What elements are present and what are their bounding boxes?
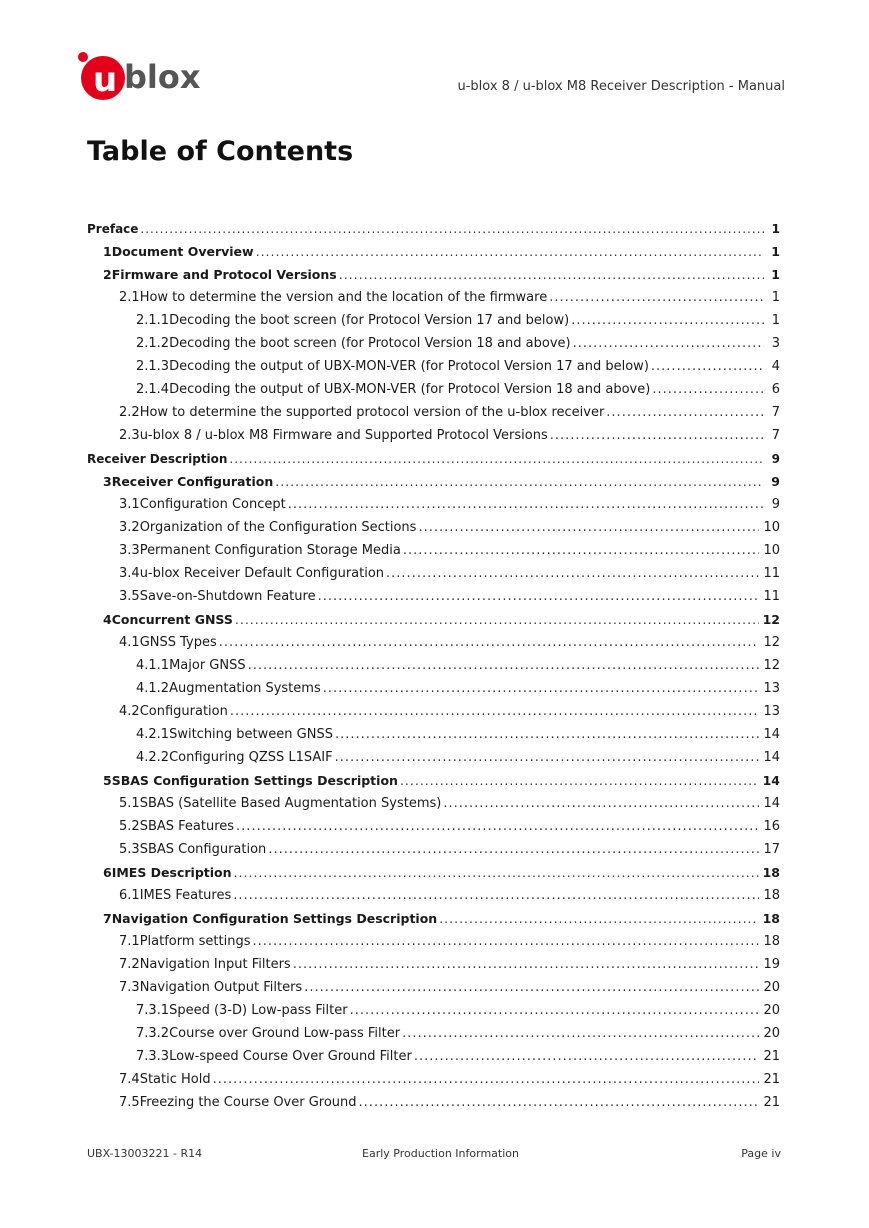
toc-dot-leader xyxy=(248,656,760,676)
toc-entry-number: 2.1 xyxy=(119,290,140,305)
toc-entry[interactable] xyxy=(87,886,781,909)
toc-entry[interactable] xyxy=(87,955,781,978)
toc-entry[interactable] xyxy=(87,541,781,564)
toc-dot-leader xyxy=(400,771,759,791)
toc-entry-page: 10 xyxy=(763,520,780,535)
toc-entry-number: 7.2 xyxy=(119,957,140,972)
toc-dot-leader xyxy=(403,541,760,561)
toc-entry[interactable] xyxy=(87,725,781,748)
toc-entry-title: Freezing the Course Over Ground xyxy=(139,1095,357,1110)
toc-entry-page: 19 xyxy=(763,957,780,972)
toc-entry-title: SBAS (Satellite Based Augmentation Systems) xyxy=(139,796,442,811)
toc-entry-number: 2.1.3 xyxy=(136,359,170,374)
toc-dot-leader xyxy=(288,495,764,515)
toc-entry-page: 21 xyxy=(763,1072,780,1087)
toc-entry[interactable] xyxy=(87,840,781,863)
toc-entry-number: 5.1 xyxy=(119,796,140,811)
toc-dot-leader xyxy=(439,909,758,929)
toc-dot-leader xyxy=(230,702,760,722)
toc-entry-title: Navigation Output Filters xyxy=(139,980,303,995)
toc-entry[interactable] xyxy=(87,449,781,472)
toc-entry-number: 7.3.3 xyxy=(136,1049,170,1064)
toc-entry-page: 13 xyxy=(763,704,780,719)
toc-entry[interactable] xyxy=(87,518,781,541)
toc-entry-page: 12 xyxy=(762,612,780,627)
toc-entry[interactable] xyxy=(87,564,781,587)
toc-entry-number: 5 xyxy=(103,773,112,788)
toc-dot-leader xyxy=(350,1001,760,1021)
toc-entry-title: SBAS Configuration Settings Description xyxy=(111,773,398,788)
toc-entry-title: Switching between GNSS xyxy=(169,727,333,742)
toc-entry[interactable] xyxy=(87,1024,781,1047)
toc-entry-title: Static Hold xyxy=(139,1072,211,1087)
toc-entry-title: Configuration Concept xyxy=(139,497,286,512)
toc-entry[interactable] xyxy=(87,380,781,403)
toc-entry-number: 2.1.2 xyxy=(136,336,170,351)
toc-dot-leader xyxy=(318,587,760,607)
toc-entry-title: Receiver Configuration xyxy=(111,474,274,489)
toc-entry[interactable] xyxy=(87,495,781,518)
toc-entry-title: GNSS Types xyxy=(139,635,217,650)
toc-dot-leader xyxy=(235,610,759,630)
logo-blox: blox xyxy=(124,58,201,96)
toc-dot-leader xyxy=(339,265,764,285)
toc-dot-leader xyxy=(386,564,759,584)
toc-dot-leader xyxy=(335,725,760,745)
toc-entry[interactable] xyxy=(87,311,781,334)
toc-entry[interactable] xyxy=(87,1093,781,1116)
toc-entry-page: 14 xyxy=(763,750,780,765)
toc-entry-title: Navigation Configuration Settings Description xyxy=(111,911,438,926)
toc-entry-title: How to determine the version and the location of the firmware xyxy=(139,290,548,305)
toc-entry[interactable] xyxy=(87,288,781,311)
toc-entry-page: 9 xyxy=(771,452,780,466)
toc-entry[interactable] xyxy=(87,242,781,265)
logo-dot xyxy=(78,52,88,62)
toc-entry-page: 3 xyxy=(771,336,780,351)
toc-entry-title: SBAS Features xyxy=(139,819,235,834)
toc-entry-number: 4.2.1 xyxy=(136,727,170,742)
toc-entry-number: 3.1 xyxy=(119,497,140,512)
footer-document-id: UBX-13003221 - R14 xyxy=(87,1147,203,1160)
toc-entry-title: Platform settings xyxy=(139,934,251,949)
toc-entry-number: 5.2 xyxy=(119,819,140,834)
toc-entry[interactable] xyxy=(87,334,781,357)
toc-entry-number: 2 xyxy=(103,267,112,282)
toc-entry-title: Organization of the Configuration Sections xyxy=(139,520,417,535)
toc-entry-number: 1 xyxy=(103,244,112,259)
toc-dot-leader xyxy=(652,380,764,400)
toc-entry[interactable] xyxy=(87,587,781,610)
toc-entry-page: 10 xyxy=(763,543,780,558)
toc-entry-page: 7 xyxy=(771,428,780,443)
toc-dot-leader xyxy=(233,886,759,906)
toc-entry-title: Decoding the output of UBX-MON-VER (for Protocol Version 18 and above) xyxy=(169,382,651,397)
toc-entry-title: Navigation Input Filters xyxy=(139,957,291,972)
toc-dot-leader xyxy=(606,403,764,423)
toc-entry-page: 9 xyxy=(771,497,780,512)
toc-entry[interactable] xyxy=(87,748,781,771)
toc-entry[interactable] xyxy=(87,403,781,426)
toc-entry-page: 1 xyxy=(771,290,780,305)
toc-dot-leader xyxy=(268,840,759,860)
toc-entry-title: Decoding the boot screen (for Protocol Version 18 and above) xyxy=(169,336,571,351)
toc-entry-page: 11 xyxy=(763,566,780,581)
toc-entry[interactable] xyxy=(87,932,781,955)
toc-entry-number: 7 xyxy=(103,911,112,926)
toc-entry-page: 7 xyxy=(771,405,780,420)
toc-entry-number: 6.1 xyxy=(119,888,140,903)
toc-entry-title: Firmware and Protocol Versions xyxy=(111,267,337,282)
ublox-logo xyxy=(78,50,213,105)
toc-entry-page: 14 xyxy=(762,773,780,788)
toc-entry-number: 3 xyxy=(103,474,112,489)
toc-entry-page: 14 xyxy=(763,796,780,811)
toc-entry[interactable] xyxy=(87,1047,781,1070)
toc-dot-leader xyxy=(402,1024,759,1044)
toc-entry-number: 5.3 xyxy=(119,842,140,857)
toc-entry-page: 21 xyxy=(763,1095,780,1110)
toc-dot-leader xyxy=(219,633,760,653)
toc-entry-page: 18 xyxy=(762,911,780,926)
toc-entry-title: Low-speed Course Over Ground Filter xyxy=(169,1049,412,1064)
footer-page-number: Page iv xyxy=(741,1147,781,1160)
toc-entry-title: Decoding the output of UBX-MON-VER (for Protocol Version 17 and below) xyxy=(169,359,649,374)
toc-entry-number: 3.3 xyxy=(119,543,140,558)
toc-entry-title: How to determine the supported protocol version of the u-blox receiver xyxy=(139,405,605,420)
toc-entry-page: 18 xyxy=(763,934,780,949)
toc-entry-number: 3.4 xyxy=(119,566,140,581)
toc-entry-number: 3.2 xyxy=(119,520,140,535)
toc-entry-number: 7.4 xyxy=(119,1072,140,1087)
toc-entry-title: Major GNSS xyxy=(169,658,246,673)
toc-entry[interactable] xyxy=(87,794,781,817)
toc-entry-page: 12 xyxy=(763,658,780,673)
toc-entry-page: 18 xyxy=(762,865,780,880)
toc-entry-page: 13 xyxy=(763,681,780,696)
toc-entry[interactable] xyxy=(87,265,781,288)
toc-entry[interactable] xyxy=(87,817,781,840)
toc-entry-page: 9 xyxy=(771,474,780,489)
toc-entry-title: u-blox 8 / u-blox M8 Firmware and Supported Protocol Versions xyxy=(139,428,548,443)
toc-entry-page: 6 xyxy=(771,382,780,397)
toc-dot-leader xyxy=(443,794,759,814)
toc-entry[interactable] xyxy=(87,610,781,633)
toc-entry-title: Save-on-Shutdown Feature xyxy=(139,589,316,604)
toc-entry-page: 1 xyxy=(771,267,780,282)
toc-entry-number: 4.1.1 xyxy=(136,658,170,673)
toc-dot-leader xyxy=(213,1070,760,1090)
toc-entry-page: 18 xyxy=(763,888,780,903)
toc-entry-title: Decoding the boot screen (for Protocol Version 17 and below) xyxy=(169,313,570,328)
toc-entry[interactable] xyxy=(87,219,781,242)
toc-entry-page: 20 xyxy=(763,980,780,995)
toc-entry-page: 11 xyxy=(763,589,780,604)
toc-entry-title: IMES Description xyxy=(111,865,232,880)
footer-status: Early Production Information xyxy=(362,1147,519,1160)
toc-entry-page: 17 xyxy=(763,842,780,857)
toc-entry-number: 2.1.4 xyxy=(136,382,170,397)
toc-entry-title: Augmentation Systems xyxy=(169,681,321,696)
toc-entry-title: Preface xyxy=(87,222,139,236)
toc-dot-leader xyxy=(651,357,764,377)
toc-entry-title: Concurrent GNSS xyxy=(111,612,233,627)
toc-dot-leader xyxy=(229,449,764,469)
toc-entry[interactable] xyxy=(87,771,781,794)
toc-dot-leader xyxy=(418,518,759,538)
toc-entry[interactable] xyxy=(87,472,781,495)
toc-entry-title: IMES Features xyxy=(139,888,232,903)
toc-entry-number: 7.3.2 xyxy=(136,1026,170,1041)
toc-entry[interactable] xyxy=(87,426,781,449)
toc-entry[interactable] xyxy=(87,1070,781,1093)
toc-entry-title: u-blox Receiver Default Configuration xyxy=(139,566,385,581)
toc-entry-title: Configuration xyxy=(139,704,228,719)
toc-entry[interactable] xyxy=(87,702,781,725)
toc-entry-number: 2.2 xyxy=(119,405,140,420)
toc-entry-number: 4.1 xyxy=(119,635,140,650)
toc-entry[interactable] xyxy=(87,679,781,702)
toc-entry-page: 20 xyxy=(763,1026,780,1041)
toc-dot-leader xyxy=(140,219,764,239)
toc-dot-leader xyxy=(414,1047,760,1067)
toc-entry-number: 4.2 xyxy=(119,704,140,719)
toc-dot-leader xyxy=(275,472,764,492)
toc-dot-leader xyxy=(256,242,764,262)
toc-dot-leader xyxy=(335,748,760,768)
toc-entry-page: 14 xyxy=(763,727,780,742)
toc-entry-page: 1 xyxy=(771,222,780,236)
toc-entry-number: 2.3 xyxy=(119,428,140,443)
toc-entry-number: 2.1.1 xyxy=(136,313,170,328)
toc-entry-number: 7.5 xyxy=(119,1095,140,1110)
toc-entry-number: 3.5 xyxy=(119,589,140,604)
logo-circle xyxy=(81,56,125,100)
toc-entry-number: 7.1 xyxy=(119,934,140,949)
toc-entry-page: 20 xyxy=(763,1003,780,1018)
toc-dot-leader xyxy=(573,334,764,354)
toc-entry-number: 7.3.1 xyxy=(136,1003,170,1018)
toc-entry-title: Speed (3-D) Low-pass Filter xyxy=(169,1003,348,1018)
toc-entry[interactable] xyxy=(87,357,781,380)
toc-entry[interactable] xyxy=(87,1001,781,1024)
toc-entry[interactable] xyxy=(87,863,781,886)
toc-entry-title: Course over Ground Low-pass Filter xyxy=(169,1026,401,1041)
toc-entry-number: 7.3 xyxy=(119,980,140,995)
toc-dot-leader xyxy=(550,426,764,446)
toc-entry-number: 4.2.2 xyxy=(136,750,170,765)
toc-dot-leader xyxy=(323,679,760,699)
toc-entry-title: Permanent Configuration Storage Media xyxy=(139,543,401,558)
toc-entry-title: Document Overview xyxy=(111,244,254,259)
toc-entry-title: Receiver Description xyxy=(87,452,228,466)
toc-entry-number: 4.1.2 xyxy=(136,681,170,696)
toc-dot-leader xyxy=(359,1093,760,1113)
toc-entry-number: 6 xyxy=(103,865,112,880)
toc-dot-leader xyxy=(549,288,764,308)
toc-entry-page: 4 xyxy=(771,359,780,374)
toc-entry-page: 21 xyxy=(763,1049,780,1064)
toc-dot-leader xyxy=(234,863,759,883)
toc-entry-title: SBAS Configuration xyxy=(139,842,267,857)
toc-entry[interactable] xyxy=(87,656,781,679)
toc-entry-page: 16 xyxy=(763,819,780,834)
toc-entry[interactable] xyxy=(87,978,781,1001)
toc-entry-page: 1 xyxy=(771,244,780,259)
toc-dot-leader xyxy=(253,932,760,952)
toc-entry-page: 12 xyxy=(763,635,780,650)
table-of-contents xyxy=(87,219,781,1116)
toc-entry[interactable] xyxy=(87,633,781,656)
toc-dot-leader xyxy=(293,955,760,975)
document-title: u-blox 8 / u-blox M8 Receiver Description - Manual xyxy=(457,79,785,94)
logo-u: u xyxy=(93,60,117,100)
toc-entry-page: 1 xyxy=(771,313,780,328)
toc-dot-leader xyxy=(571,311,764,331)
toc-entry[interactable] xyxy=(87,909,781,932)
toc-entry-number: 4 xyxy=(103,612,112,627)
toc-entry-title: Configuring QZSS L1SAIF xyxy=(169,750,333,765)
toc-dot-leader xyxy=(304,978,759,998)
toc-dot-leader xyxy=(236,817,759,837)
page-title: Table of Contents xyxy=(87,136,354,167)
